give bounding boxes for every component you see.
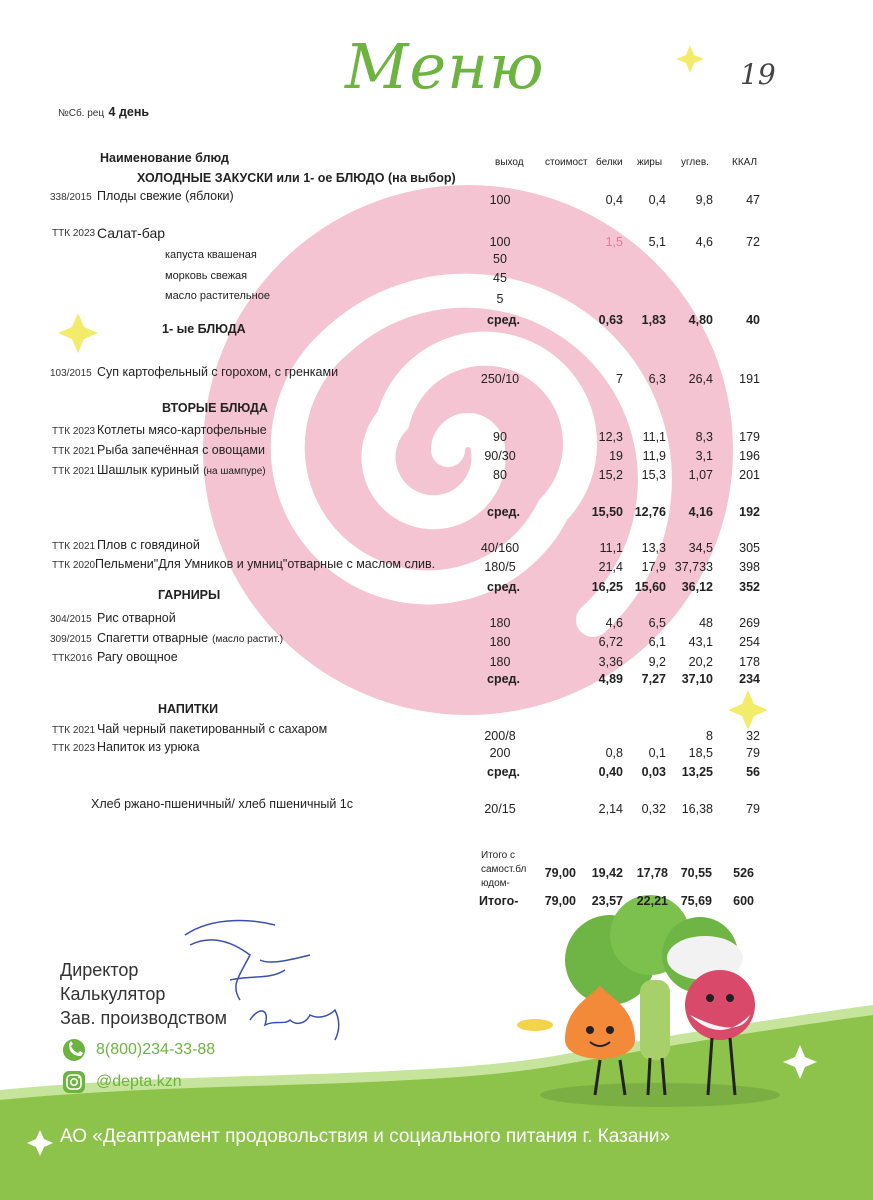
recipe-code: ТТК 2021 [52,466,96,477]
recipe-code: 338/2015 [50,192,92,203]
dish-name [165,270,247,282]
cell-output: 180 [489,635,511,649]
star-decoration [676,45,704,73]
column-header-fat: жиры [637,157,663,168]
total1-carbs: 70,55 [680,866,712,880]
cell-kcal: 196 [739,449,760,463]
totals-label-line: юдом- [481,878,510,889]
cell-protein: 0,4 [605,193,623,207]
cell-output: 200 [489,746,511,760]
dish-name-text: Плоды свежие (яблоки) [97,189,234,203]
dish-name-text: Суп картофельный с горохом, с гренками [97,365,339,379]
cell-carbs: 34,5 [688,541,713,555]
cell-kcal: 352 [739,580,760,594]
total1-fat: 17,78 [636,866,668,880]
cell-carbs: 48 [699,616,713,630]
cell-protein: 4,89 [598,672,623,686]
cell-protein: 2,14 [598,802,623,816]
totals-label-all: Итого- [479,894,519,908]
cell-carbs: 9,8 [695,193,713,207]
cell-output: сред. [487,580,520,594]
column-header-cost: стоимост [545,157,588,168]
cell-kcal: 72 [746,235,760,249]
cell-output: 5 [496,292,504,306]
cell-output: 50 [493,252,507,266]
recipe-code: ТТК 2020 [52,560,96,571]
cell-fat: 1,83 [641,313,666,327]
recipe-code: ТТК 2023 [52,228,96,239]
cell-kcal: 269 [739,616,760,630]
cell-kcal: 79 [746,802,760,816]
cell-kcal: 305 [739,541,760,555]
cell-output: 90 [493,430,507,444]
cell-kcal: 79 [746,746,760,760]
cell-output: 90/30 [484,449,516,463]
instagram-icon [63,1071,85,1093]
cell-carbs: 36,12 [681,580,713,594]
cell-protein: 4,6 [605,616,623,630]
cell-kcal: 192 [739,505,760,519]
dish-note: (масло растит.) [212,634,284,645]
cell-fat: 7,27 [641,672,666,686]
cell-protein: 11,1 [599,541,623,555]
totals-label-self [481,849,526,891]
dish-name-text: Рис отварной [97,611,176,625]
phone-icon [63,1039,85,1061]
cell-protein: 21,4 [598,560,623,574]
recipe-code: ТТК2016 [52,653,93,664]
calculator-label: Калькулятор [60,984,166,1004]
cell-output: 180/5 [484,560,516,574]
section-heading-second: ВТОРЫЕ БЛЮДА [162,401,268,415]
dish-name-text: масло растительное [165,290,270,302]
cell-carbs: 37,10 [681,672,713,686]
cell-carbs: 13,25 [681,765,713,779]
cell-fat: 15,60 [634,580,666,594]
column-header-carbs: углев. [681,157,709,168]
day-label: 4 день [108,105,150,119]
dish-name-text: морковь свежая [165,270,248,282]
cell-kcal: 179 [739,430,760,444]
director-label: Директор [60,960,139,980]
cell-carbs: 16,38 [681,802,713,816]
dish-name [91,797,353,811]
total1-cost: 79,00 [544,866,576,880]
dish-name-text: Котлеты мясо-картофельные [97,423,267,437]
dish-note: (на шампуре) [203,466,266,477]
cell-kcal: 56 [746,765,760,779]
dish-name-text: Салат-бар [97,225,166,241]
cell-carbs: 26,4 [688,372,713,386]
cell-fat: 17,9 [641,560,666,574]
cell-output: 45 [493,271,507,285]
cell-fat: 6,1 [648,635,666,649]
totals-label-line: Итого с [481,850,515,861]
dish-name-text: Хлеб ржано-пшеничный/ хлеб пшеничный 1с [91,797,353,811]
dish-name [97,631,283,645]
cell-fat: 12,76 [634,505,666,519]
cell-fat: 15,3 [641,468,666,482]
cell-output: 100 [489,193,511,207]
cell-output: сред. [487,765,520,779]
cell-protein: 7 [616,372,623,386]
cell-carbs: 8 [706,729,713,743]
dish-name-text: Пельмени"Для Умников и умниц"отварные с маслом слив. [95,557,436,571]
cell-fat: 0,1 [648,746,666,760]
dish-name-text: Плов с говядиной [97,538,200,552]
recipe-collection-label: №Сб. рец [58,108,105,119]
dish-name [97,365,338,379]
cell-protein: 15,2 [598,468,623,482]
cell-carbs: 20,2 [688,655,713,669]
cell-carbs: 37,733 [674,560,713,574]
phone-number[interactable]: 8(800)234-33-88 [96,1041,216,1058]
recipe-code: 309/2015 [50,634,92,645]
cell-carbs: 8,3 [695,430,713,444]
cell-protein: 1,5 [605,235,623,249]
cell-kcal: 254 [739,635,760,649]
cell-protein: 6,72 [598,635,623,649]
cell-kcal: 398 [739,560,760,574]
cell-protein: 15,50 [591,505,623,519]
cell-output: 40/160 [480,541,520,555]
cell-fat: 9,2 [648,655,666,669]
cell-protein: 3,36 [598,655,623,669]
cell-carbs: 4,80 [688,313,713,327]
cell-kcal: 32 [746,729,760,743]
dish-name-text: Рыба запечённая с овощами [97,443,266,457]
cell-kcal: 234 [739,672,760,686]
recipe-code: ТТК 2021 [52,446,96,457]
cell-carbs: 1,07 [688,468,713,482]
column-header-name: Наименование блюд [100,151,229,165]
total1-kcal: 526 [733,866,754,880]
cell-output: 80 [493,468,507,482]
dish-name-text: Рагу овощное [97,650,178,664]
cell-fat: 0,4 [648,193,666,207]
total2-fat: 22,21 [636,894,668,908]
column-header-output: выход [495,157,524,168]
total2-kcal: 600 [733,894,754,908]
total1-protein: 19,42 [591,866,623,880]
cell-output: сред. [487,672,520,686]
total2-cost: 79,00 [544,894,576,908]
cell-kcal: 47 [746,193,760,207]
cell-protein: 12,3 [598,430,623,444]
cell-protein: 0,40 [598,765,623,779]
recipe-code: 103/2015 [50,368,92,379]
instagram-handle[interactable]: @depta.kzn [96,1073,182,1090]
signature-production [250,1010,339,1040]
dish-name-text: Спагетти отварные [97,631,209,645]
dish-name [165,290,270,302]
section-heading-drinks: НАПИТКИ [158,702,219,716]
cell-fat: 6,5 [648,616,666,630]
dish-name [97,611,176,625]
cell-carbs: 4,16 [688,505,713,519]
recipe-code: 304/2015 [50,614,92,625]
page-number: 19 [740,58,776,91]
section-heading-first: 1- ые БЛЮДА [162,322,246,336]
dish-name [97,722,327,736]
cell-protein: 16,25 [591,580,623,594]
dish-name-text: Чай черный пакетированный с сахаром [97,722,328,736]
dish-name [165,249,257,261]
star-decoration [728,690,768,730]
column-header-kcal: ККАЛ [732,157,758,168]
cell-protein: 0,63 [598,313,623,327]
dish-name [97,443,265,457]
cell-fat: 11,1 [642,430,666,444]
cell-protein: 0,8 [605,746,623,760]
dish-name [97,225,165,241]
cell-output: 180 [489,616,511,630]
cell-fat: 5,1 [648,235,666,249]
dish-name [97,423,267,437]
totals-label-line: самост.бл [481,864,527,875]
dish-name [97,189,234,203]
cell-output: сред. [487,313,520,327]
cell-protein: 19 [609,449,623,463]
cell-carbs: 3,1 [695,449,713,463]
cell-fat: 0,03 [641,765,666,779]
cell-fat: 0,32 [641,802,666,816]
column-header-protein: белки [596,157,623,168]
company-name: АО «Деаптрамент продовольствия и социального питания г. Казани» [60,1126,671,1147]
cell-output: 200/8 [484,729,516,743]
dish-name [97,463,266,477]
menu-title: Меню [345,30,545,103]
dish-name-text: Напиток из урюка [97,740,200,754]
cell-kcal: 201 [739,468,760,482]
dish-name [97,538,200,552]
section-heading-garnish: ГАРНИРЫ [158,588,221,602]
cell-fat: 13,3 [641,541,666,555]
cell-kcal: 191 [739,372,760,386]
day-indicator [58,103,149,121]
recipe-code: ТТК 2021 [52,541,96,552]
cell-output: 180 [489,655,511,669]
dish-name-text: Шашлык куриный [97,463,200,477]
cell-carbs: 18,5 [688,746,713,760]
production-head-label: Зав. производством [60,1008,227,1028]
cell-output: 20/15 [484,802,516,816]
cell-kcal: 40 [746,313,760,327]
dish-name-text: капуста квашеная [165,249,257,261]
cell-carbs: 43,1 [688,635,713,649]
star-decoration [58,313,98,353]
signature-director [185,921,310,1000]
dish-name [97,740,200,754]
green-wave-footer [0,1010,873,1200]
cell-fat: 11,9 [642,449,666,463]
section-heading-cold: ХОЛОДНЫЕ ЗАКУСКИ или 1- ое БЛЮДО (на выбор) [137,171,456,185]
total2-carbs: 75,69 [680,894,712,908]
recipe-code: ТТК 2023 [52,743,96,754]
cell-fat: 6,3 [648,372,666,386]
dish-name [97,650,178,664]
cell-kcal: 178 [739,655,760,669]
cell-carbs: 4,6 [695,235,713,249]
cell-output: 250/10 [480,372,520,386]
recipe-code: ТТК 2021 [52,725,96,736]
recipe-code: ТТК 2023 [52,426,96,437]
total2-protein: 23,57 [591,894,623,908]
cell-output: сред. [487,505,520,519]
cell-output: 100 [489,235,511,249]
dish-name [95,557,435,571]
